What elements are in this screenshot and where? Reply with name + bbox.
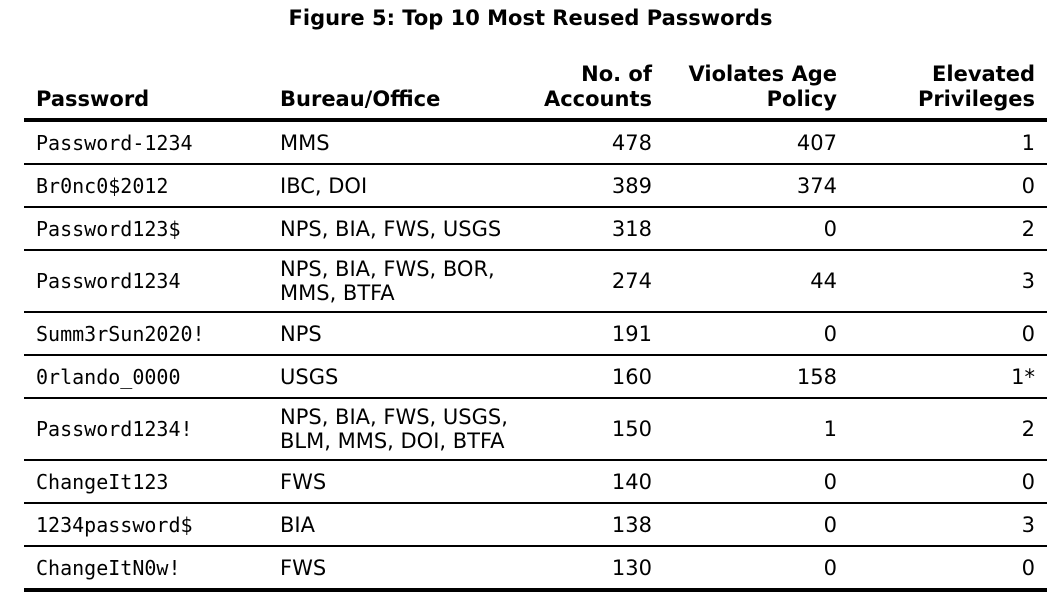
cell-privileges: 3 xyxy=(849,250,1047,312)
cell-bureau xyxy=(268,355,522,398)
cell-age-policy: 158 xyxy=(664,355,849,398)
cell-age-policy: 0 xyxy=(664,312,849,355)
header-priv-line1: Elevated xyxy=(932,62,1035,86)
cell-password: 1234password$ xyxy=(24,503,268,546)
bureau-line: BIA xyxy=(280,512,315,537)
bureau-line: BLM, MMS, DOI, BTFA xyxy=(280,429,505,453)
cell-age-policy: 374 xyxy=(664,164,849,207)
cell-bureau xyxy=(268,207,522,250)
table-row xyxy=(24,546,1047,590)
header-row xyxy=(24,62,1047,120)
cell-privileges: 0 xyxy=(849,460,1047,503)
cell-bureau xyxy=(268,312,522,355)
header-bureau xyxy=(268,62,522,120)
cell-privileges: 1 xyxy=(849,120,1047,164)
header-age-policy xyxy=(664,62,849,120)
cell-accounts: 140 xyxy=(522,460,664,503)
bureau-line: IBC, DOI xyxy=(280,173,368,198)
cell-accounts: 191 xyxy=(522,312,664,355)
cell-bureau xyxy=(268,398,522,460)
header-accounts xyxy=(522,62,664,120)
cell-age-policy: 0 xyxy=(664,207,849,250)
table-body xyxy=(24,120,1047,590)
table-row xyxy=(24,503,1047,546)
cell-privileges: 0 xyxy=(849,546,1047,590)
bureau-line: MMS xyxy=(280,130,330,155)
table-row xyxy=(24,398,1047,460)
bureau-line: MMS, BTFA xyxy=(280,281,395,305)
cell-password: Password1234! xyxy=(24,398,268,460)
cell-privileges: 2 xyxy=(849,398,1047,460)
cell-age-policy: 0 xyxy=(664,503,849,546)
cell-password: Br0nc0$2012 xyxy=(24,164,268,207)
cell-accounts: 389 xyxy=(522,164,664,207)
bureau-line: NPS, BIA, FWS, USGS, xyxy=(280,405,508,429)
bureau-line: USGS xyxy=(280,364,339,389)
cell-accounts: 160 xyxy=(522,355,664,398)
cell-accounts: 274 xyxy=(522,250,664,312)
header-password-label: Password xyxy=(36,87,150,111)
cell-bureau xyxy=(268,250,522,312)
cell-privileges: 0 xyxy=(849,312,1047,355)
figure-title: Figure 5: Top 10 Most Reused Passwords xyxy=(288,6,773,30)
header-age-line2: Policy xyxy=(766,87,837,111)
bureau-line: FWS xyxy=(280,469,327,494)
table-row xyxy=(24,120,1047,164)
bureau-line: NPS xyxy=(280,321,322,346)
table-row xyxy=(24,207,1047,250)
cell-bureau xyxy=(268,164,522,207)
header-accounts-line2: Accounts xyxy=(543,87,652,111)
cell-password: ChangeIt123 xyxy=(24,460,268,503)
cell-password: 0rlando_0000 xyxy=(24,355,268,398)
cell-accounts: 318 xyxy=(522,207,664,250)
header-age-line1: Violates Age xyxy=(688,62,837,86)
cell-age-policy: 0 xyxy=(664,546,849,590)
table-row xyxy=(24,250,1047,312)
cell-bureau xyxy=(268,460,522,503)
cell-accounts: 130 xyxy=(522,546,664,590)
cell-bureau xyxy=(268,120,522,164)
table-row xyxy=(24,312,1047,355)
cell-privileges: 1* xyxy=(849,355,1047,398)
cell-password: Password123$ xyxy=(24,207,268,250)
cell-accounts: 150 xyxy=(522,398,664,460)
header-password xyxy=(24,62,268,120)
cell-password: Password-1234 xyxy=(24,120,268,164)
reused-passwords-table xyxy=(24,62,1047,592)
header-elevated-privileges xyxy=(849,62,1047,120)
cell-privileges: 2 xyxy=(849,207,1047,250)
bureau-line: FWS xyxy=(280,555,327,580)
header-bureau-label: Bureau/Office xyxy=(280,87,441,111)
cell-accounts: 478 xyxy=(522,120,664,164)
bureau-line: NPS, BIA, FWS, USGS xyxy=(280,216,502,241)
cell-password: ChangeItN0w! xyxy=(24,546,268,590)
table-header xyxy=(24,62,1047,120)
cell-privileges: 3 xyxy=(849,503,1047,546)
cell-age-policy: 407 xyxy=(664,120,849,164)
cell-age-policy: 0 xyxy=(664,460,849,503)
cell-bureau xyxy=(268,546,522,590)
table-row xyxy=(24,164,1047,207)
cell-privileges: 0 xyxy=(849,164,1047,207)
cell-bureau xyxy=(268,503,522,546)
header-priv-line2: Privileges xyxy=(917,87,1035,111)
cell-password: Summ3rSun2020! xyxy=(24,312,268,355)
cell-age-policy: 1 xyxy=(664,398,849,460)
cell-password: Password1234 xyxy=(24,250,268,312)
table-row xyxy=(24,355,1047,398)
cell-age-policy: 44 xyxy=(664,250,849,312)
bureau-line: NPS, BIA, FWS, BOR, xyxy=(280,257,495,281)
table-row xyxy=(24,460,1047,503)
cell-accounts: 138 xyxy=(522,503,664,546)
header-accounts-line1: No. of xyxy=(581,62,652,86)
